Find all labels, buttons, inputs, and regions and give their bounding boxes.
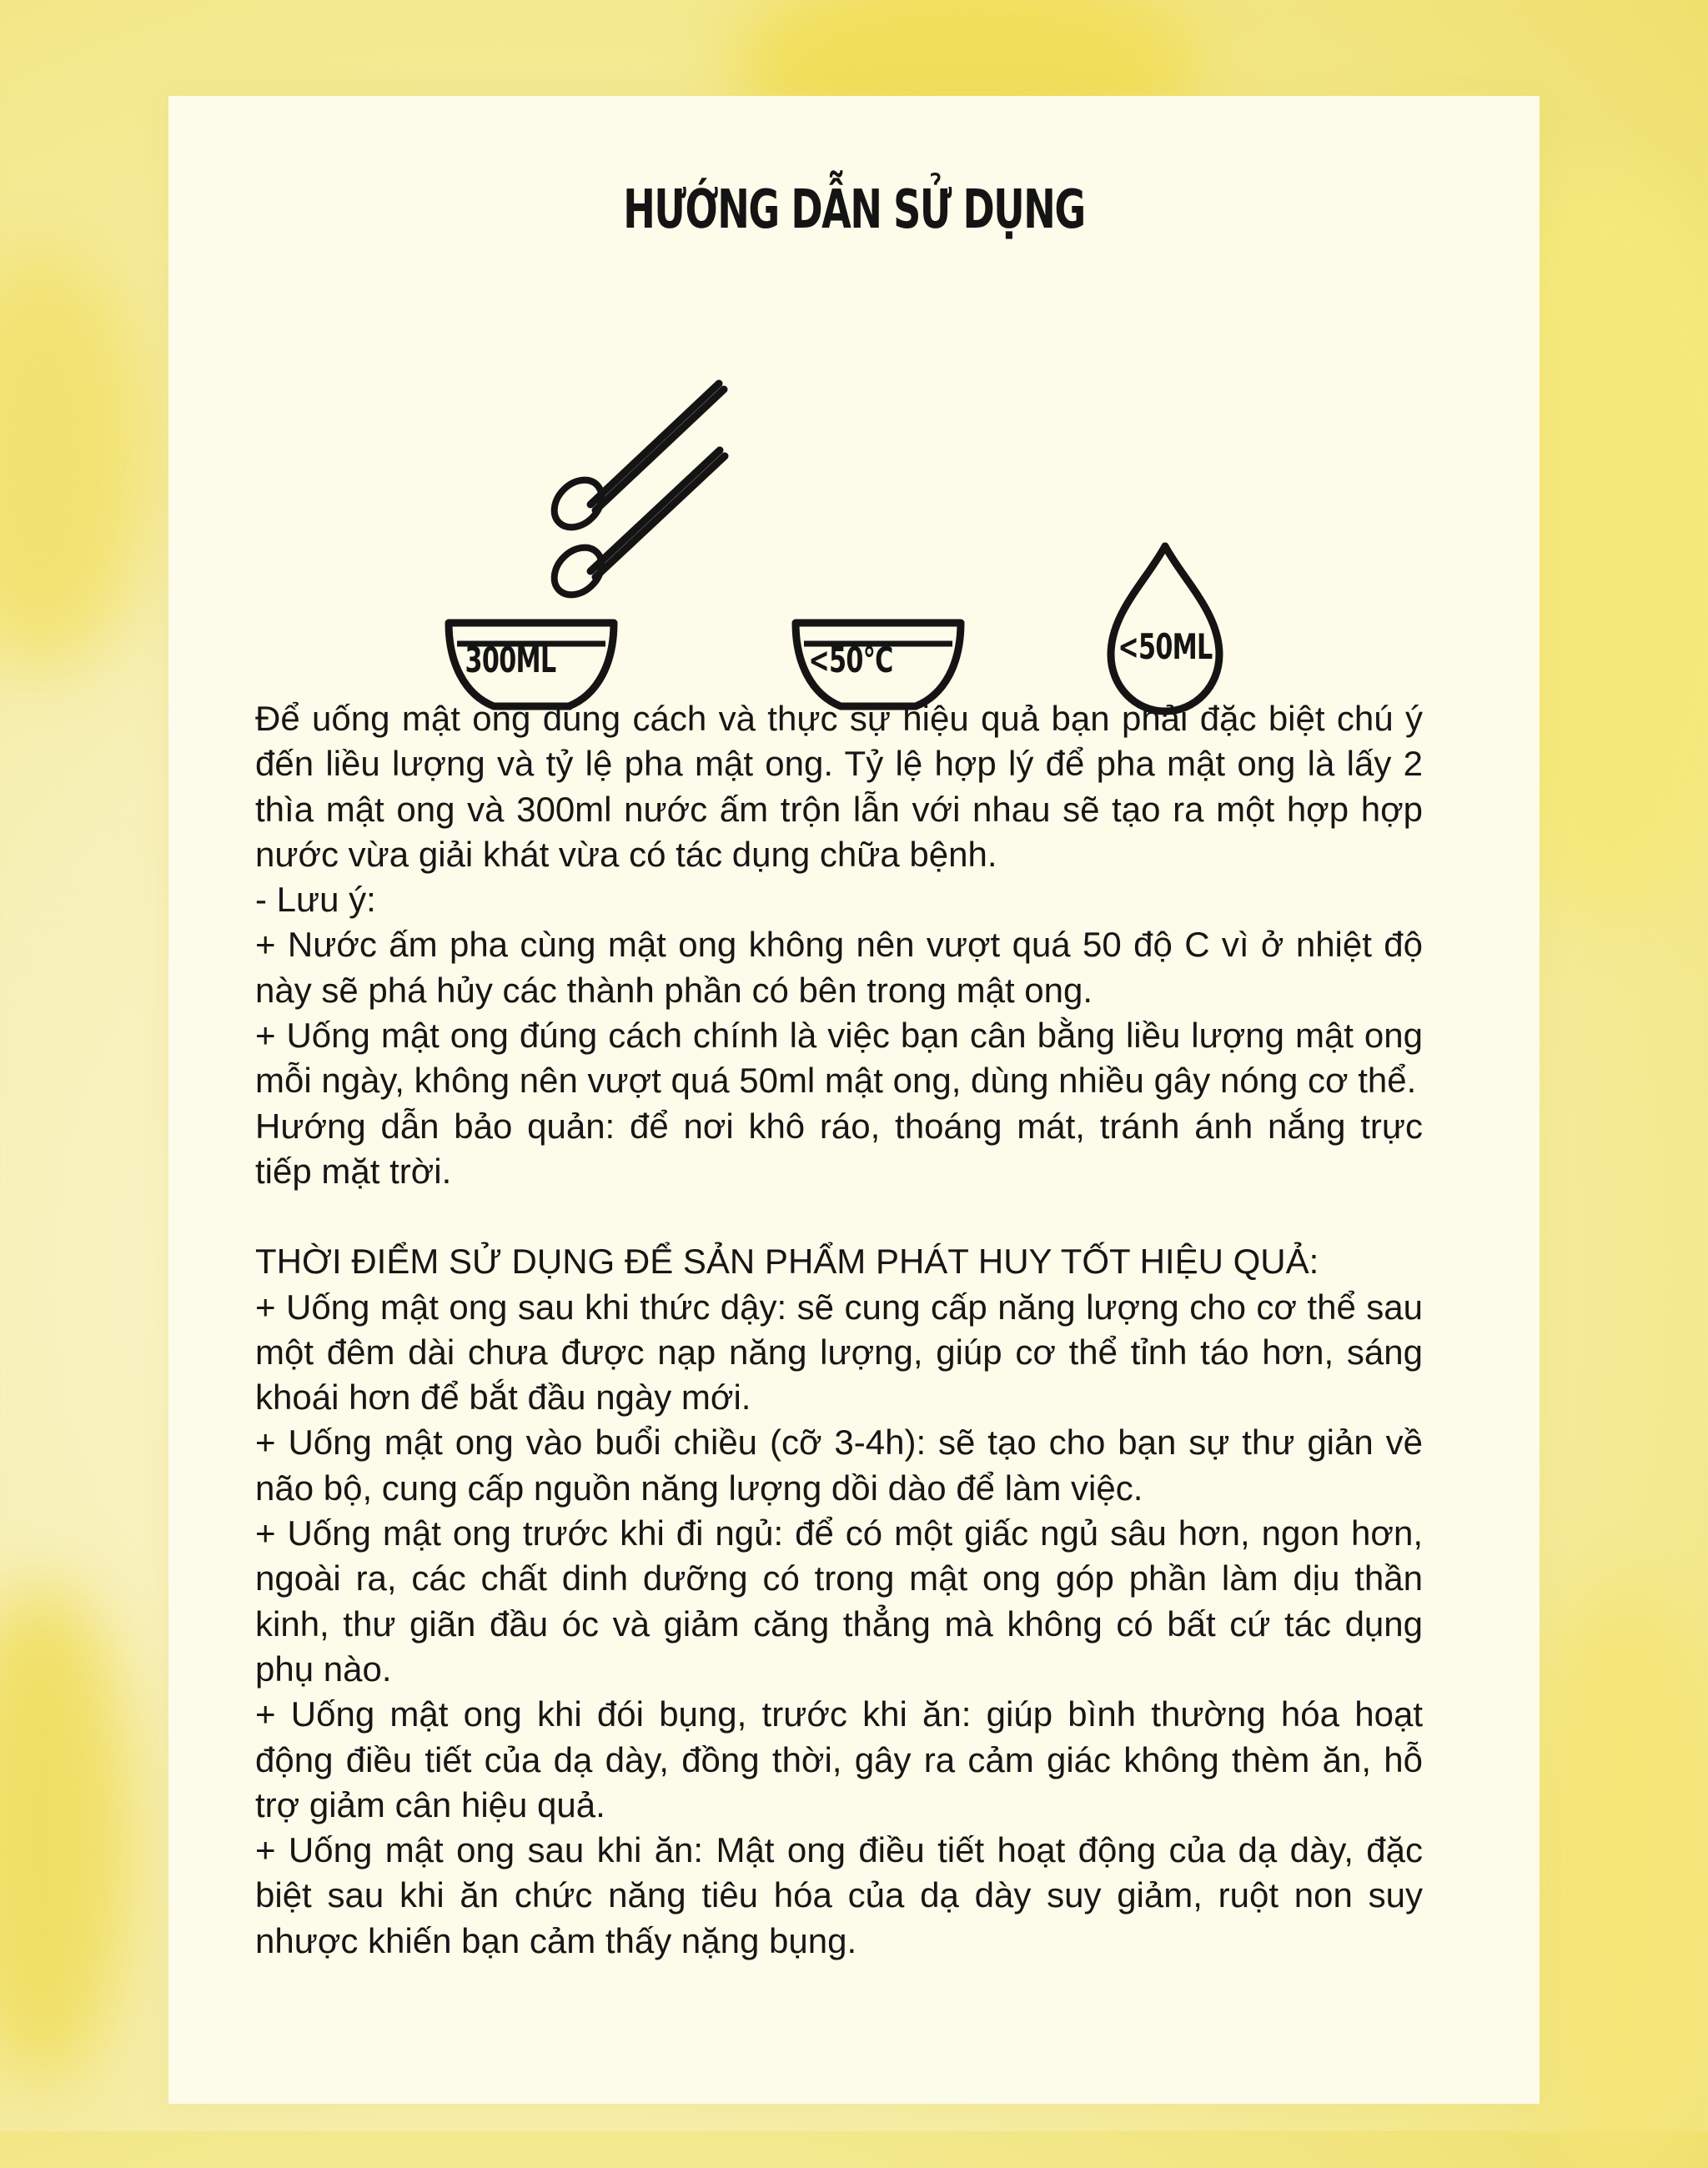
timing-item: + Uống mật ong vào buổi chiều (cỡ 3-4h): sẽ tạo cho bạn sự thư giản về não bộ, cung cấp nguồn năng lượng dồi dào để làm việc. bbox=[255, 1423, 1423, 1508]
water-volume-label: 300ML bbox=[465, 640, 556, 680]
spacer bbox=[255, 1194, 1423, 1239]
timing-item: + Uống mật ong sau khi ăn: Mật ong điều tiết hoạt động của dạ dày, đặc biệt sau khi ăn chức năng tiêu hóa của dạ dày suy giảm, ruột non suy nhược khiến bạn cảm thấy nặng bụng. bbox=[255, 1830, 1423, 1960]
intro-paragraph: Để uống mật ong đúng cách và thực sự hiệu quả bạn phải đặc biệt chú ý đến liều lượng và tỷ lệ pha mật ong. Tỷ lệ hợp lý để pha mật ong là lấy 2 thìa mật ong và 300ml nước ấm trộn lẫn với nhau sẽ tạo ra một hợp hợp nước vừa giải khát vừa có tác dụng chữa bệnh. bbox=[255, 699, 1423, 874]
background-blob bbox=[0, 250, 150, 667]
water-temperature-label: <50°C bbox=[808, 640, 893, 680]
usage-icons bbox=[168, 263, 1540, 730]
note-heading: - Lưu ý: bbox=[255, 880, 376, 920]
timing-item: + Uống mật ong trước khi đi ngủ: để có một giấc ngủ sâu hơn, ngon hơn, ngoài ra, các chất dinh dưỡng có trong mật ong góp phần làm dịu thần kinh, thư giãn đầu óc và giảm căng thẳng mà không có bất cứ tác dụng phụ nào. bbox=[255, 1513, 1423, 1689]
spoons-icon bbox=[545, 384, 725, 605]
honey-volume-label: <50ML bbox=[1118, 626, 1213, 667]
timing-item: + Uống mật ong sau khi thức dậy: sẽ cung cấp năng lượng cho cơ thể sau một đêm dài chưa được nạp năng lượng, giúp cơ thể tỉnh táo hơn, sáng khoái hơn để bắt đầu ngày mới. bbox=[255, 1287, 1423, 1418]
page-title: HƯỚNG DẪN SỬ DỤNG bbox=[623, 179, 1085, 241]
storage-instructions: Hướng dẫn bảo quản: để nơi khô ráo, thoáng mát, tránh ánh nắng trực tiếp mặt trời. bbox=[255, 1106, 1423, 1191]
background-blob bbox=[1518, 1584, 1708, 2168]
instructions-body bbox=[255, 696, 1423, 1964]
note-item: + Uống mật ong đúng cách chính là việc bạn cân bằng liều lượng mật ong mỗi ngày, không nên vượt quá 50ml mật ong, dùng nhiều gây nóng cơ thể. bbox=[255, 1016, 1423, 1101]
timing-heading: THỜI ĐIỂM SỬ DỤNG ĐỂ SẢN PHẨM PHÁT HUY TỐT HIỆU QUẢ: bbox=[255, 1242, 1319, 1282]
instruction-card bbox=[168, 96, 1540, 2104]
note-item: + Nước ấm pha cùng mật ong không nên vượt quá 50 độ C vì ở nhiệt độ này sẽ phá hủy các thành phần có bên trong mật ong. bbox=[255, 925, 1423, 1010]
timing-item: + Uống mật ong khi đói bụng, trước khi ăn: giúp bình thường hóa hoạt động điều tiết của dạ dày, đồng thời, gây ra cảm giác không thèm ăn, hỗ trợ giảm cân hiệu quả. bbox=[255, 1694, 1423, 1824]
background-blob bbox=[0, 1584, 133, 2085]
